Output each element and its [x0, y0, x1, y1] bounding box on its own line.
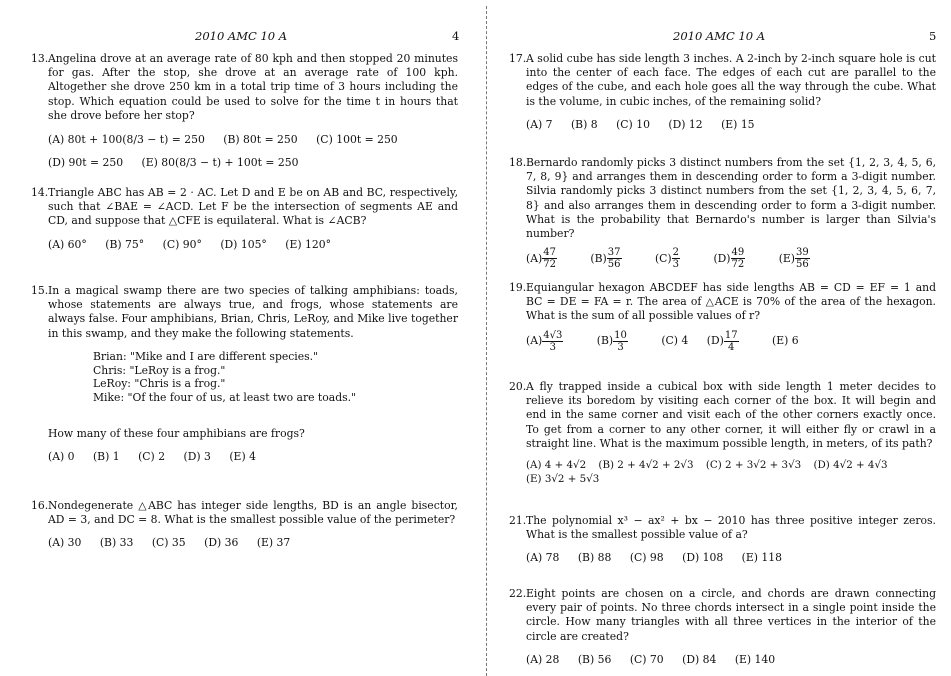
answer-choices — [526, 118, 936, 132]
answer-choices — [526, 458, 936, 472]
answer-choice[interactable]: (D) 105° — [220, 237, 267, 251]
answer-choices — [48, 238, 458, 252]
answer-choice[interactable]: (C) 2 + 3√2 + 3√3 — [705, 459, 802, 472]
answer-choice[interactable]: (C) 4 — [661, 334, 689, 348]
answer-choice[interactable]: (E) 140 — [734, 652, 776, 666]
answer-choice[interactable]: (B) 2 + 4√2 + 2√3 — [598, 459, 694, 472]
answer-choice[interactable]: (A) 80t + 100(8/3 − t) = 250 — [48, 133, 205, 147]
answer-choice[interactable]: (E) 120° — [285, 237, 332, 251]
problem-text: Bernardo randomly picks 3 distinct numbers from the set {1, 2, 3, 4, 5, 6, 7, 8, 9} and arranges them in descending order to form a 3-digit number. Silvia randomly picks 3 distinct numbers from the set {1, 2, 3, 4, 5, 6, 7, 8} and also arranges them in descending order to form a 3-digit number. What is the probability that Bernardo's number is larger than Silvia's number? — [526, 156, 936, 241]
right-page — [489, 0, 951, 676]
problem-16: 16. Nondegenerate △ABC has integer side lengths, BD is an angle bisector, AD = 3, and DC = 8. What is the smallest possible value of the perimeter? (A) 30 (B) 33 (C) 35 (D) 36 (E) 37 — [31, 499, 458, 550]
answer-choice[interactable]: (B) 75° — [105, 237, 145, 251]
answer-choice[interactable]: (A) $\frac{4√3}{3}$ — [526, 329, 563, 353]
answer-choice[interactable]: (E) 15 — [721, 117, 755, 131]
answer-choice[interactable]: (B) 80t = 250 — [223, 133, 298, 147]
problem-17: 17. A solid cube has side length 3 inches. A 2-inch by 2-inch square hole is cut into the center of each face. The edges of each cut are parallel to the edges of the cube, and each hole goes all the way through the cube. What is the volume, in cubic inches, of the remaining solid? (A) 7 (B) 8 (C) 10 (D) 12 (E) 15 — [509, 52, 936, 131]
page-number: 4 — [452, 29, 460, 43]
answer-choice[interactable]: (B) 1 — [92, 450, 120, 464]
answer-choice[interactable]: (B) 56 — [577, 652, 612, 666]
answer-choice[interactable]: (C) $\frac{2}{3}$ — [654, 247, 679, 271]
answer-choice[interactable]: (A) 28 — [526, 652, 560, 666]
page-number: 5 — [929, 29, 937, 43]
answer-choice[interactable]: (B) $\frac{10}{3}$ — [596, 329, 627, 353]
problem-21: 21. The polynomial x³ − ax² + bx − 2010 has three positive integer zeros. What is the smallest possible value of a? (A) 78 (B) 88 (C) 98 (D) 108 (E) 118 — [509, 514, 936, 565]
problem-text: Nondegenerate △ABC has integer side lengths, BD is an angle bisector, AD = 3, and DC = 8. What is the smallest possible value of the perimeter? — [48, 499, 458, 527]
answer-choice[interactable]: (B) 88 — [577, 551, 612, 565]
answer-choice[interactable]: (E) 37 — [256, 536, 291, 550]
answer-choice[interactable]: (C) 35 — [151, 536, 186, 550]
answer-choice[interactable]: (C) 98 — [629, 551, 664, 565]
problem-14: 14. Triangle ABC has AB = 2 · AC. Let D and E be on AB and BC, respectively, such that ∠BAE = ∠ACD. Let F be the intersection of segments AE and CD, and suppose that △CFE is equilateral. What is ∠ACB? (A) 60° (B) 75° (C) 90° (D) 105° (E) 120° — [31, 186, 458, 251]
page-divider — [486, 6, 487, 676]
answer-choice[interactable]: (C) 90° — [162, 237, 202, 251]
answer-choice[interactable]: (D) 3 — [183, 450, 211, 464]
statement: Chris: "LeRoy is a frog." — [93, 363, 226, 377]
problem-question: How many of these four amphibians are frogs? — [48, 427, 305, 440]
answer-choices — [48, 156, 458, 170]
answer-choice[interactable]: (C) 100t = 250 — [316, 133, 398, 147]
answer-choice[interactable]: (C) 10 — [616, 117, 650, 131]
statement: LeRoy: "Chris is a frog." — [93, 377, 226, 391]
answer-choice[interactable]: (A) 0 — [48, 450, 75, 464]
problem-text: The polynomial x³ − ax² + bx − 2010 has three positive integer zeros. What is the smallest possible value of a? — [526, 514, 936, 542]
answer-choices — [526, 472, 936, 486]
problem-text: Angelina drove at an average rate of 80 kph and then stopped 20 minutes for gas. After the stop, she drove at an average rate of 100 kph. Altogether she drove 250 km in a total trip time of 3 hours including the stop. Which equation could be used to solve for the time t in hours that she drove before her stop? — [48, 52, 458, 122]
statements — [93, 350, 458, 405]
answer-choice[interactable]: (A) 78 — [526, 551, 560, 565]
answer-choices — [526, 330, 936, 353]
problem-22: 22. Eight points are chosen on a circle, and chords are drawn connecting every pair of points. No three chords intersect in a single point inside the circle. How many triangles with all three vertices in the interior of the circle are created? (A) 28 (B) 56 (C) 70 (D) 84 (E) 140 — [509, 587, 936, 666]
answer-choice[interactable]: (E) 6 — [772, 334, 799, 348]
answer-choice[interactable]: (E) 3√2 + 5√3 — [526, 473, 600, 486]
answer-choice[interactable]: (D) 108 — [682, 551, 724, 565]
problem-text: Equiangular hexagon ABCDEF has side lengths AB = CD = EF = 1 and BC = DE = FA = r. The area of △ACE is 70% of the area of the hexagon. What is the sum of all possible values of r? — [526, 281, 936, 323]
answer-choice[interactable]: (B) $\frac{37}{56}$ — [590, 247, 621, 271]
problem-text: A fly trapped inside a cubical box with side length 1 meter decides to relieve its boredom by visiting each corner of the box. It will begin and end in the same corner and visit each of the other corners exactly once. To get from a corner to any other corner, it will either fly or crawl in a straight line. What is the maximum possible length, in meters, of its path? — [526, 380, 936, 450]
answer-choice[interactable]: (C) 2 — [138, 450, 166, 464]
page-header: 2010 AMC 10 A — [195, 29, 288, 43]
answer-choice[interactable]: (D) 36 — [204, 536, 239, 550]
answer-choice[interactable]: (E) 4 — [229, 450, 256, 464]
answer-choice[interactable]: (A) 4 + 4√2 — [526, 459, 587, 472]
answer-choice[interactable]: (D) 12 — [668, 117, 703, 131]
answer-choice[interactable]: (B) 8 — [570, 117, 598, 131]
answer-choices — [48, 450, 458, 464]
answer-choice[interactable]: (A) 60° — [48, 237, 87, 251]
problem-text: Eight points are chosen on a circle, and chords are drawn connecting every pair of points. No three chords intersect in a single point inside the circle. How many triangles with all three vertices in the interior of the circle are created? — [526, 587, 936, 643]
problem-19: 19. Equiangular hexagon ABCDEF has side lengths AB = CD = EF = 1 and BC = DE = FA = r. The area of △ACE is 70% of the area of the hexagon. What is the sum of all possible values of r? (A) $\frac{4√3}{3}$ (B) $\frac{10}{3}$ (C) 4 (D) $\frac{17}{4}$ (E) 6 — [509, 281, 936, 353]
answer-choices — [48, 133, 458, 147]
answer-choice[interactable]: (E) 118 — [741, 551, 783, 565]
statement: Mike: "Of the four of us, at least two are toads." — [93, 391, 357, 405]
answer-choice[interactable]: (A) 30 — [48, 536, 82, 550]
answer-choice[interactable]: (D) 4√2 + 4√3 — [813, 459, 888, 472]
answer-choice[interactable]: (E) $\frac{39}{56}$ — [778, 247, 809, 271]
answer-choice[interactable]: (A) $\frac{47}{72}$ — [526, 247, 556, 271]
answer-choice[interactable]: (A) 7 — [526, 117, 553, 131]
answer-choice[interactable]: (D) $\frac{49}{72}$ — [713, 247, 745, 271]
answer-choice[interactable]: (C) 70 — [629, 652, 664, 666]
page-header: 2010 AMC 10 A — [673, 29, 766, 43]
answer-choices — [526, 247, 936, 270]
answer-choice[interactable]: (E) 80(8/3 − t) + 100t = 250 — [141, 156, 299, 170]
problem-text: In a magical swamp there are two species of talking amphibians: toads, whose statements are always true, and frogs, whose statements are always false. Four amphibians, Brian, Chris, LeRoy, and Mike live together in this swamp, and they make the following statements. — [48, 284, 458, 340]
answer-choice[interactable]: (B) 33 — [99, 536, 134, 550]
problem-15: 15. In a magical swamp there are two species of talking amphibians: toads, whose statements are always true, and frogs, whose statements are always false. Four amphibians, Brian, Chris, LeRoy, and Mike live together in this swamp, and they make the following statements. Brian: "Mike and I are different species." Chris: "LeRoy is a frog." LeRoy: "Chris is a frog." Mike: "Of the four of us, at least two are toads." How many of these four amphibians are frogs? (A) 0 (B) 1 (C) 2 (D) 3 (E) 4 — [31, 284, 458, 464]
answer-choice[interactable]: (D) 90t = 250 — [48, 156, 124, 170]
answer-choices — [526, 551, 936, 565]
problem-13: 13. Angelina drove at an average rate of 80 kph and then stopped 20 minutes for gas. After the stop, she drove at an average rate of 100 kph. Altogether she drove 250 km in a total trip time of 3 hours including the stop. Which equation could be used to solve for the time t in hours that she drove before her stop? (A) 80t + 100(8/3 − t) = 250 (B) 80t = 250 (C) 100t = 250 (D) 90t = 250 (E) 80(8/3 − t) + 100t = 250 — [31, 52, 458, 170]
problem-20: 20. A fly trapped inside a cubical box with side length 1 meter decides to relieve its boredom by visiting each corner of the box. It will begin and end in the same corner and visit each of the other corners exactly once. To get from a corner to any other corner, it will either fly or crawl in a straight line. What is the maximum possible length, in meters, of its path? (A) 4 + 4√2 (B) 2 + 4√2 + 2√3 (C) 2 + 3√2 + 3√3 (D) 4√2 + 4√3 (E) 3√2 + 5√3 — [509, 380, 936, 486]
problem-text: A solid cube has side length 3 inches. A 2-inch by 2-inch square hole is cut into the center of each face. The edges of each cut are parallel to the edges of the cube, and each hole goes all the way through the cube. What is the volume, in cubic inches, of the remaining solid? — [526, 52, 936, 108]
problem-18: 18. Bernardo randomly picks 3 distinct numbers from the set {1, 2, 3, 4, 5, 6, 7, 8, 9} and arranges them in descending order to form a 3-digit number. Silvia randomly picks 3 distinct numbers from the set {1, 2, 3, 4, 5, 6, 7, 8} and also arranges them in descending order to form a 3-digit number. What is the probability that Bernardo's number is larger than Silvia's number? (A) $\frac{47}{72}$ (B) $\frac{37}{56}$ (C) $\frac{2}{3}$ (D) $\frac{49}{72}$ (E) $\frac{39}{56}$ — [509, 156, 936, 271]
answer-choices — [526, 653, 936, 667]
answer-choice[interactable]: (D) $\frac{17}{4}$ — [706, 329, 738, 353]
statement: Brian: "Mike and I are different species." — [93, 349, 319, 363]
problem-text: Triangle ABC has AB = 2 · AC. Let D and E be on AB and BC, respectively, such that ∠BAE = ∠ACD. Let F be the intersection of segments AE and CD, and suppose that △CFE is equilateral. What is ∠ACB? — [48, 186, 458, 228]
answer-choice[interactable]: (D) 84 — [682, 652, 717, 666]
answer-choices — [48, 536, 458, 550]
